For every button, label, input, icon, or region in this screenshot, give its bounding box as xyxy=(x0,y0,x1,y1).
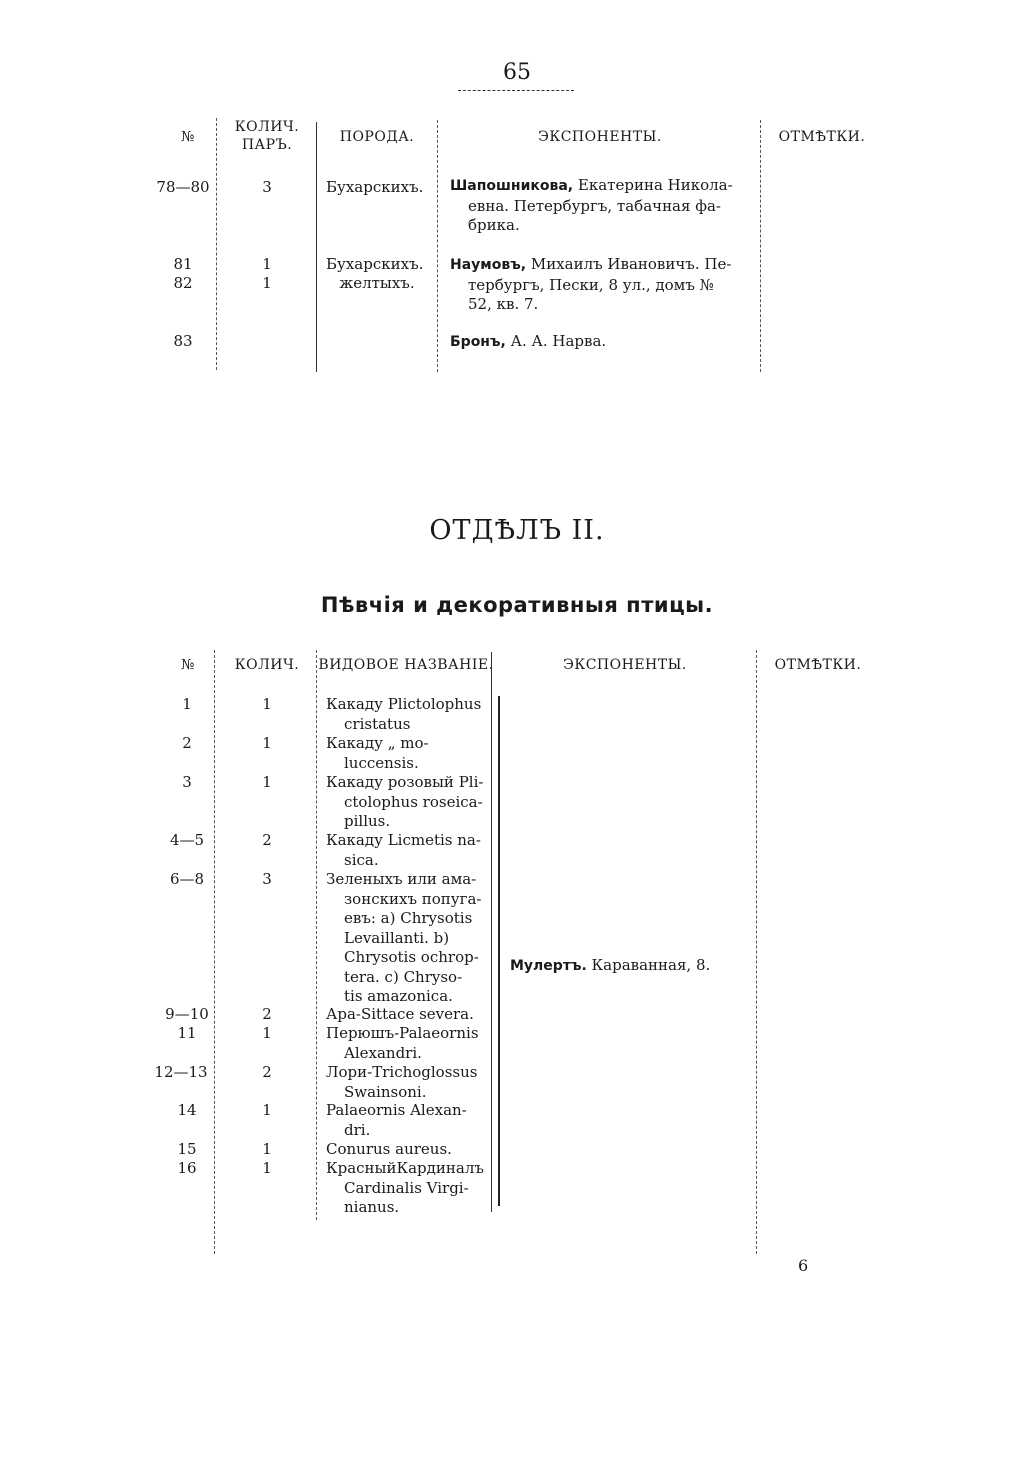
t2-row-qty: 2 xyxy=(262,1063,272,1081)
t2-row-num: 16 xyxy=(177,1159,197,1177)
t1-col-rule xyxy=(760,120,761,372)
t1-col-rule xyxy=(216,118,217,370)
t2-row-num: 4—5 xyxy=(169,831,205,849)
t2-row-num: 6—8 xyxy=(169,870,205,888)
t1-row-breed: Бухарскихъ. xyxy=(326,178,424,196)
section-subtitle: Пѣвчія и декоративныя птицы. xyxy=(320,593,714,617)
t2-row-qty: 1 xyxy=(262,1101,272,1119)
t2-row-num: 14 xyxy=(177,1101,197,1119)
t2-row-num: 3 xyxy=(182,773,192,791)
t2-header-notes: ОТМѢТКИ. xyxy=(774,657,862,673)
t2-row-qty: 1 xyxy=(262,1024,272,1042)
t2-row-num: 11 xyxy=(177,1024,197,1042)
t1-header-exhibitors: ЭКСПОНЕНТЫ. xyxy=(538,129,662,145)
t2-row-qty: 1 xyxy=(262,695,272,713)
species-line: dri. xyxy=(344,1120,371,1139)
species-line: Какаду розовый Pli- xyxy=(326,773,484,791)
t2-row-num: 12—13 xyxy=(154,1063,208,1081)
t2-header-num: № xyxy=(181,657,195,673)
t1-row-num: 82 xyxy=(173,274,193,292)
species-line: pillus. xyxy=(344,812,391,830)
t1-row-breed: Бухарскихъ. xyxy=(326,255,424,273)
t2-col-rule xyxy=(491,652,492,1212)
t1-header-qty xyxy=(222,118,312,154)
species-line: Swainsoni. xyxy=(344,1082,427,1101)
t2-header-qty: КОЛИЧ. xyxy=(234,657,300,673)
t1-header-breed: ПОРОДА. xyxy=(339,129,415,145)
species-line: nianus. xyxy=(344,1198,400,1216)
exhibitor-text: А. А. Нарва. xyxy=(505,332,607,350)
t1-row-exhibitor xyxy=(450,332,756,353)
exhibitor-text: евна. Петербургъ, табачная фа- xyxy=(468,196,721,215)
t2-header-exhibitors: ЭКСПОНЕНТЫ. xyxy=(563,657,687,673)
exhibitor-name: Наумовъ, xyxy=(450,257,527,273)
t2-row-species xyxy=(326,773,490,832)
species-line: Какаду „ mo- xyxy=(326,734,429,752)
exhibitor-name: Бронъ, xyxy=(450,334,506,350)
exhibitor-text: Караванная, 8. xyxy=(586,956,711,974)
t1-col-rule xyxy=(316,122,317,372)
t2-row-qty: 2 xyxy=(262,1005,272,1023)
exhibitor-text: Михаилъ Ивановичъ. Пе- xyxy=(526,255,732,273)
t1-header-qty-line1: КОЛИЧ. xyxy=(234,119,300,135)
t2-row-qty: 1 xyxy=(262,734,272,752)
t2-row-species xyxy=(326,695,490,734)
t2-row-species xyxy=(326,1101,490,1140)
species-line: Cardinalis Virgi- xyxy=(344,1178,469,1197)
species-line: Chrysotis ochrop- xyxy=(344,948,479,966)
species-line: Лори-Trichoglossus xyxy=(326,1063,478,1081)
t1-row-num: 81 xyxy=(173,255,193,273)
species-line: Зеленыхъ или ама- xyxy=(326,870,477,888)
table1 xyxy=(0,0,1034,400)
t1-row-qty: 3 xyxy=(262,178,272,196)
exhibitor-text: брика. xyxy=(468,216,520,234)
t2-col-rule xyxy=(756,650,757,1254)
species-line: cristatus xyxy=(344,714,411,733)
t2-row-qty: 3 xyxy=(262,870,272,888)
t1-row-num: 78—80 xyxy=(156,178,210,196)
species-line: Ара-Sittace severa. xyxy=(326,1005,474,1023)
species-line: КрасныйКардиналъ xyxy=(326,1159,484,1177)
t2-row-species xyxy=(326,734,490,773)
t2-row-num: 2 xyxy=(182,734,192,752)
t2-row-qty: 1 xyxy=(262,1140,272,1158)
section-title: ОТДѢЛЪ II. xyxy=(429,515,605,546)
exhibitor-name: Мулертъ. xyxy=(510,958,587,974)
t2-row-num: 9—10 xyxy=(165,1005,209,1023)
t2-row-species xyxy=(326,1024,490,1063)
species-line: зонскихъ попуга- xyxy=(344,889,482,908)
exhibitor-brace xyxy=(484,696,500,1206)
species-line: Какаду Plictolophus xyxy=(326,695,482,713)
t1-row-exhibitor xyxy=(450,176,756,236)
t2-row-species xyxy=(326,1159,490,1218)
exhibitor-text: Екатерина Никола- xyxy=(573,176,733,194)
t2-row-qty: 1 xyxy=(262,1159,272,1177)
t1-row-num: 83 xyxy=(173,332,193,350)
t2-row-species xyxy=(326,831,490,870)
t1-row-exhibitor xyxy=(450,255,756,315)
t2-header-species: ВИДОВОЕ НАЗВАНІЕ. xyxy=(318,657,494,673)
page-number: 65 xyxy=(503,60,531,85)
species-line: Alexandri. xyxy=(344,1043,422,1062)
t2-row-species xyxy=(326,1140,490,1160)
t2-row-species xyxy=(326,1063,490,1102)
t2-row-num: 1 xyxy=(182,695,192,713)
t1-header-num: № xyxy=(181,129,195,145)
species-line: sica. xyxy=(344,850,379,869)
t1-col-rule xyxy=(437,120,438,372)
species-line: Какаду Licmetis na- xyxy=(326,831,481,849)
t2-row-num: 15 xyxy=(177,1140,197,1158)
species-line: Conurus aureus. xyxy=(326,1140,452,1158)
t1-row-breed: желтыхъ. xyxy=(339,274,415,292)
t1-header-qty-line2: ПАРЪ. xyxy=(241,137,293,153)
t2-exhibitor xyxy=(510,956,750,977)
t2-row-species xyxy=(326,870,490,1007)
species-line: ctolophus roseica- xyxy=(344,792,483,811)
exhibitor-text: тербургъ, Пески, 8 ул., домъ № xyxy=(468,275,714,294)
exhibitor-name: Шапошникова, xyxy=(450,178,574,194)
signature-mark: 6 xyxy=(798,1256,809,1275)
species-line: Перюшъ-Palaeornis xyxy=(326,1024,479,1042)
species-line: евъ: a) Chrysotis xyxy=(344,909,473,927)
t1-row-qty: 1 xyxy=(262,255,272,273)
t1-row-qty: 1 xyxy=(262,274,272,292)
t1-header-notes: ОТМѢТКИ. xyxy=(778,129,866,145)
species-line: tis amazonica. xyxy=(344,987,453,1005)
species-line: luccensis. xyxy=(344,753,419,772)
t2-row-qty: 1 xyxy=(262,773,272,791)
t2-col-rule xyxy=(316,650,317,1220)
species-line: tera. c) Chryso- xyxy=(344,967,463,986)
t2-row-species xyxy=(326,1005,490,1025)
exhibitor-text: 52, кв. 7. xyxy=(468,295,539,313)
t2-col-rule xyxy=(214,650,215,1254)
species-line: Levaillanti. b) xyxy=(344,928,450,947)
t2-row-qty: 2 xyxy=(262,831,272,849)
species-line: Palaeornis Alexan- xyxy=(326,1101,467,1119)
